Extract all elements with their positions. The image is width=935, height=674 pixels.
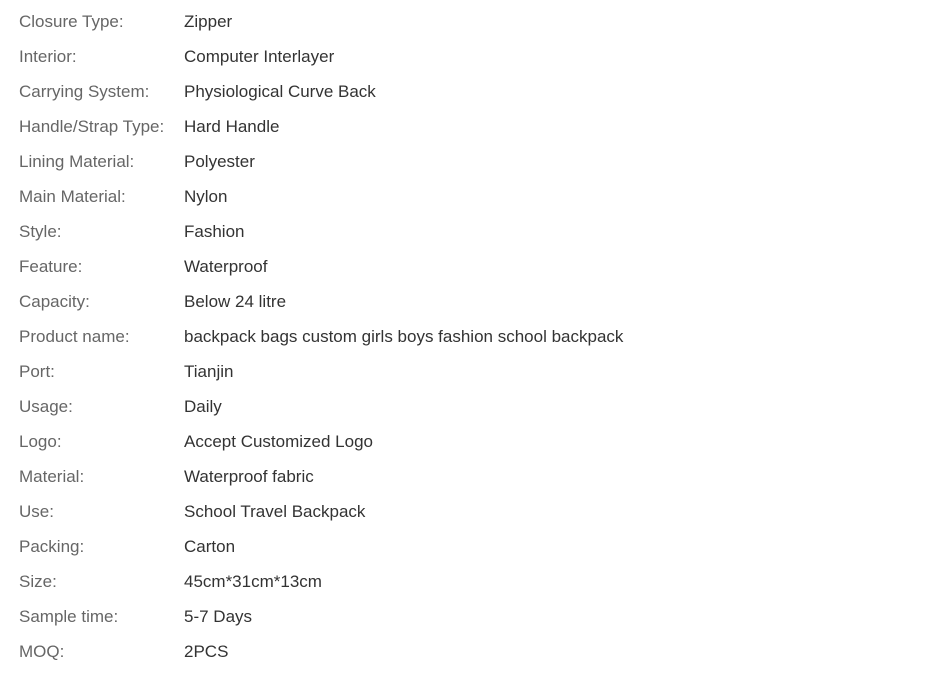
spec-label: Style: — [19, 222, 62, 241]
spec-label: Interior: — [19, 47, 77, 66]
spec-label: Sample time: — [19, 607, 119, 626]
spec-row-logo — [19, 424, 919, 459]
spec-label: Use: — [19, 502, 54, 521]
spec-row-carrying-system — [19, 74, 919, 109]
spec-row-feature — [19, 249, 919, 284]
spec-value: Hard Handle — [184, 117, 280, 136]
spec-label: Port: — [19, 362, 55, 381]
spec-label: MOQ: — [19, 642, 65, 661]
spec-value: School Travel Backpack — [184, 502, 366, 521]
spec-value: Below 24 litre — [184, 292, 287, 311]
spec-row-moq — [19, 634, 919, 669]
spec-value: Tianjin — [184, 362, 234, 381]
spec-value: Zipper — [184, 12, 233, 31]
spec-value: Computer Interlayer — [184, 47, 335, 66]
spec-label: Feature: — [19, 257, 83, 276]
spec-row-product-name — [19, 319, 919, 354]
spec-label: Usage: — [19, 397, 73, 416]
spec-value: Waterproof — [184, 257, 268, 276]
spec-row-handle-strap-type — [19, 109, 919, 144]
spec-row-closure-type — [19, 4, 919, 39]
spec-row-usage — [19, 389, 919, 424]
spec-row-main-material — [19, 179, 919, 214]
spec-value: backpack bags custom girls boys fashion school backpack — [184, 327, 624, 346]
spec-value: Waterproof fabric — [184, 467, 314, 486]
spec-label: Size: — [19, 572, 57, 591]
spec-value: Daily — [184, 397, 222, 416]
spec-row-style — [19, 214, 919, 249]
spec-value: Nylon — [184, 187, 228, 206]
spec-label: Main Material: — [19, 187, 126, 206]
spec-row-material — [19, 459, 919, 494]
spec-value: Fashion — [184, 222, 245, 241]
spec-value: Polyester — [184, 152, 255, 171]
spec-label: Capacity: — [19, 292, 90, 311]
spec-label: Closure Type: — [19, 12, 124, 31]
spec-row-packing — [19, 529, 919, 564]
spec-row-size — [19, 564, 919, 599]
spec-row-lining-material — [19, 144, 919, 179]
spec-value: 5-7 Days — [184, 607, 253, 626]
spec-row-use — [19, 494, 919, 529]
spec-value: Physiological Curve Back — [184, 82, 376, 101]
spec-label: Product name: — [19, 327, 130, 346]
product-spec-list — [19, 4, 919, 669]
spec-row-capacity — [19, 284, 919, 319]
spec-label: Material: — [19, 467, 85, 486]
spec-row-sample-time — [19, 599, 919, 634]
spec-value: Carton — [184, 537, 236, 556]
spec-row-interior — [19, 39, 919, 74]
spec-row-port — [19, 354, 919, 389]
spec-label: Logo: — [19, 432, 62, 451]
spec-label: Handle/Strap Type: — [19, 117, 165, 136]
spec-value: Accept Customized Logo — [184, 432, 373, 451]
spec-value: 2PCS — [184, 642, 229, 661]
spec-label: Lining Material: — [19, 152, 135, 171]
spec-value: 45cm*31cm*13cm — [184, 572, 322, 591]
spec-label: Packing: — [19, 537, 85, 556]
spec-label: Carrying System: — [19, 82, 150, 101]
